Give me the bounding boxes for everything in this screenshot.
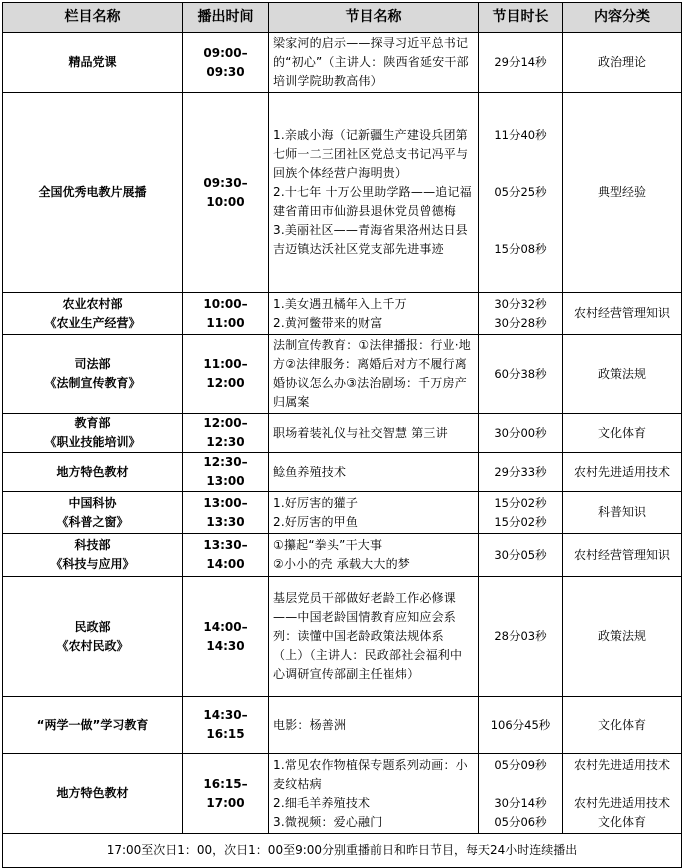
duration-text: 30分05秒 bbox=[494, 547, 547, 562]
duration-text: 15分02秒 bbox=[494, 514, 547, 529]
category-text: 文化体育 bbox=[597, 425, 646, 440]
duration-cell bbox=[479, 534, 563, 577]
table-row bbox=[3, 335, 682, 414]
column-subname-text: 《职业技能培训》 bbox=[44, 435, 141, 449]
table-row bbox=[3, 453, 682, 492]
column-subname-text: 《法制宣传教育》 bbox=[44, 376, 141, 390]
category-cell bbox=[563, 33, 682, 93]
duration-cell bbox=[479, 335, 563, 414]
duration-cell bbox=[479, 754, 563, 834]
duration-text: 28分03秒 bbox=[494, 629, 547, 643]
header-column-name: 栏目名称 bbox=[3, 3, 183, 33]
category-text: 文化体育 bbox=[597, 717, 646, 732]
column-name-cell bbox=[3, 93, 183, 293]
category-cell bbox=[563, 293, 682, 335]
duration-text: 05分25秒 bbox=[494, 185, 547, 199]
column-subname-text: 《农村民政》 bbox=[56, 638, 129, 653]
program-text: 电影：杨善洲 bbox=[273, 717, 347, 732]
program-text: 鲶鱼养殖技术 bbox=[273, 464, 347, 479]
category-text: 典型经验 bbox=[597, 185, 646, 199]
category-text: 农村先进适用技术 bbox=[573, 464, 670, 479]
program-cell bbox=[269, 697, 479, 754]
duration-text: 30分32秒 bbox=[494, 296, 547, 311]
duration-text: 15分08秒 bbox=[494, 242, 547, 256]
duration-cell bbox=[479, 293, 563, 335]
column-name-text: 民政部 bbox=[74, 619, 111, 634]
category-cell bbox=[563, 453, 682, 492]
category-text: 农村先进适用技术 bbox=[573, 795, 670, 810]
table-row bbox=[3, 534, 682, 577]
column-name-cell bbox=[3, 453, 183, 492]
program-text: ②小小的壳 承载大大的梦 bbox=[273, 557, 410, 571]
category-text: 政策法规 bbox=[597, 366, 646, 381]
program-text: 1.好厉害的獾子 bbox=[273, 495, 359, 510]
column-subname-text: 《农业生产经营》 bbox=[44, 315, 141, 330]
program-text: 职场着装礼仪与社交智慧 第三讲 bbox=[273, 425, 448, 440]
category-cell bbox=[563, 577, 682, 697]
column-name-text: 全国优秀电教片展播 bbox=[38, 185, 147, 199]
program-text: 1.美女遇丑橘年入上千万 bbox=[273, 296, 407, 311]
header-duration: 节目时长 bbox=[479, 3, 563, 33]
table-row bbox=[3, 414, 682, 453]
air-time-cell: 11:00–12:00 bbox=[183, 335, 269, 414]
duration-text: 60分38秒 bbox=[494, 366, 547, 381]
category-text: 农村先进适用技术 bbox=[573, 757, 670, 772]
duration-cell bbox=[479, 492, 563, 534]
program-cell bbox=[269, 492, 479, 534]
air-time-cell: 13:00–13:30 bbox=[183, 492, 269, 534]
column-name-text: 教育部 bbox=[74, 416, 111, 430]
column-name-cell bbox=[3, 754, 183, 834]
category-cell bbox=[563, 534, 682, 577]
program-text: 基层党员干部做好老龄工作必修课——中国老龄国情教育应知应会系列：读懂中国老龄政策法规体系（上）（主讲人：民政部社会福利中心调研宣传部副主任崔炜） bbox=[273, 591, 463, 681]
duration-cell bbox=[479, 453, 563, 492]
footer-row bbox=[3, 834, 682, 868]
table-row bbox=[3, 754, 682, 834]
table-row bbox=[3, 492, 682, 534]
duration-text: 30分14秒 bbox=[494, 795, 547, 810]
program-text: 梁家河的启示——探寻习近平总书记的“初心”（主讲人：陕西省延安干部培训学院助教高伟） bbox=[273, 36, 469, 88]
program-text: 1.常见农作物植保专题系列动画：小麦纹枯病 bbox=[273, 757, 468, 791]
category-text: 文化体育 bbox=[597, 814, 646, 829]
category-text: 政治理论 bbox=[597, 55, 646, 69]
program-text: 3.美丽社区——青海省果洛州达日县吉迈镇达沃社区党支部先进事迹 bbox=[273, 223, 468, 256]
program-cell bbox=[269, 754, 479, 834]
column-name-cell bbox=[3, 534, 183, 577]
duration-text: 05分06秒 bbox=[494, 814, 547, 829]
category-text: 政策法规 bbox=[597, 629, 646, 643]
column-name-text: 司法部 bbox=[74, 357, 111, 371]
column-name-cell bbox=[3, 697, 183, 754]
column-subname-text: 《科普之窗》 bbox=[56, 514, 129, 529]
column-name-text: 农业农村部 bbox=[62, 296, 123, 311]
column-subname-text: 《科技与应用》 bbox=[50, 557, 135, 571]
program-cell bbox=[269, 534, 479, 577]
category-text: 农村经营管理知识 bbox=[573, 306, 670, 320]
duration-cell bbox=[479, 414, 563, 453]
air-time-cell: 10:00–11:00 bbox=[183, 293, 269, 335]
air-time-cell: 13:30–14:00 bbox=[183, 534, 269, 577]
duration-text: 15分02秒 bbox=[494, 495, 547, 510]
duration-text: 30分00秒 bbox=[494, 425, 547, 440]
category-cell bbox=[563, 492, 682, 534]
duration-text: 05分09秒 bbox=[494, 757, 547, 772]
duration-text: 29分14秒 bbox=[494, 55, 547, 69]
column-name-cell bbox=[3, 577, 183, 697]
duration-text: 30分28秒 bbox=[494, 315, 547, 330]
air-time-cell: 12:30–13:00 bbox=[183, 453, 269, 492]
header-air-time: 播出时间 bbox=[183, 3, 269, 33]
column-name-text: 中国科协 bbox=[68, 495, 117, 510]
program-cell bbox=[269, 453, 479, 492]
header-category: 内容分类 bbox=[563, 3, 682, 33]
duration-text: 11分40秒 bbox=[494, 128, 547, 142]
air-time-cell: 09:30–10:00 bbox=[183, 93, 269, 293]
column-name-cell bbox=[3, 33, 183, 93]
table-row bbox=[3, 93, 682, 293]
duration-cell bbox=[479, 93, 563, 293]
program-cell bbox=[269, 414, 479, 453]
duration-text: 106分45秒 bbox=[490, 717, 551, 732]
table-row bbox=[3, 577, 682, 697]
program-text: 2.十七年 十万公里助学路——追记福建省莆田市仙游县退休党员曾德梅 bbox=[273, 185, 472, 218]
program-text: 1.亲戚小海（记新疆生产建设兵团第七师一二三团社区党总支书记冯平与回族个体经营户海明贵） bbox=[273, 128, 469, 180]
category-cell bbox=[563, 93, 682, 293]
column-name-text: 精品党课 bbox=[68, 55, 117, 69]
air-time-cell: 12:00–12:30 bbox=[183, 414, 269, 453]
column-name-cell bbox=[3, 492, 183, 534]
program-cell bbox=[269, 93, 479, 293]
category-text: 科普知识 bbox=[597, 505, 646, 519]
program-schedule-table bbox=[2, 2, 682, 868]
program-text: ①攥起“拳头”干大事 bbox=[273, 538, 383, 552]
category-cell bbox=[563, 335, 682, 414]
program-text: 2.黄河鳖带来的财富 bbox=[273, 315, 383, 330]
column-name-cell bbox=[3, 293, 183, 335]
category-cell bbox=[563, 414, 682, 453]
program-cell bbox=[269, 577, 479, 697]
column-name-cell bbox=[3, 414, 183, 453]
program-text: 2.好厉害的甲鱼 bbox=[273, 514, 359, 529]
column-name-cell bbox=[3, 335, 183, 414]
column-name-text: 地方特色教材 bbox=[56, 464, 129, 479]
program-cell bbox=[269, 293, 479, 335]
duration-cell bbox=[479, 577, 563, 697]
header-row bbox=[3, 3, 682, 33]
category-text: 农村经营管理知识 bbox=[573, 547, 670, 562]
duration-cell bbox=[479, 697, 563, 754]
category-cell bbox=[563, 697, 682, 754]
header-program-name: 节目名称 bbox=[269, 3, 479, 33]
table-row bbox=[3, 33, 682, 93]
program-cell bbox=[269, 335, 479, 414]
category-cell bbox=[563, 754, 682, 834]
column-name-text: 科技部 bbox=[74, 538, 111, 552]
program-text: 3.微视频：爱心融门 bbox=[273, 814, 383, 829]
duration-cell bbox=[479, 33, 563, 93]
program-text: 法制宣传教育：①法律播报：行业·地方②法律服务：离婚后对方不履行离婚协议怎么办③法治剧场：千万房产归属案 bbox=[273, 338, 471, 409]
air-time-cell: 16:15–17:00 bbox=[183, 754, 269, 834]
air-time-cell: 14:00–14:30 bbox=[183, 577, 269, 697]
duration-text: 29分33秒 bbox=[494, 464, 547, 479]
program-cell bbox=[269, 33, 479, 93]
column-name-text: 地方特色教材 bbox=[56, 786, 129, 800]
air-time-cell: 14:30–16:15 bbox=[183, 697, 269, 754]
air-time-cell: 09:00–09:30 bbox=[183, 33, 269, 93]
program-text: 2.细毛羊养殖技术 bbox=[273, 795, 371, 810]
table-row bbox=[3, 697, 682, 754]
table-row bbox=[3, 293, 682, 335]
column-name-text: “两学一做”学习教育 bbox=[36, 717, 149, 732]
rebroadcast-note: 17:00至次日1：00，次日1：00至9:00分别重播前日和昨日节目，每天24小时连续播出 bbox=[3, 834, 682, 868]
